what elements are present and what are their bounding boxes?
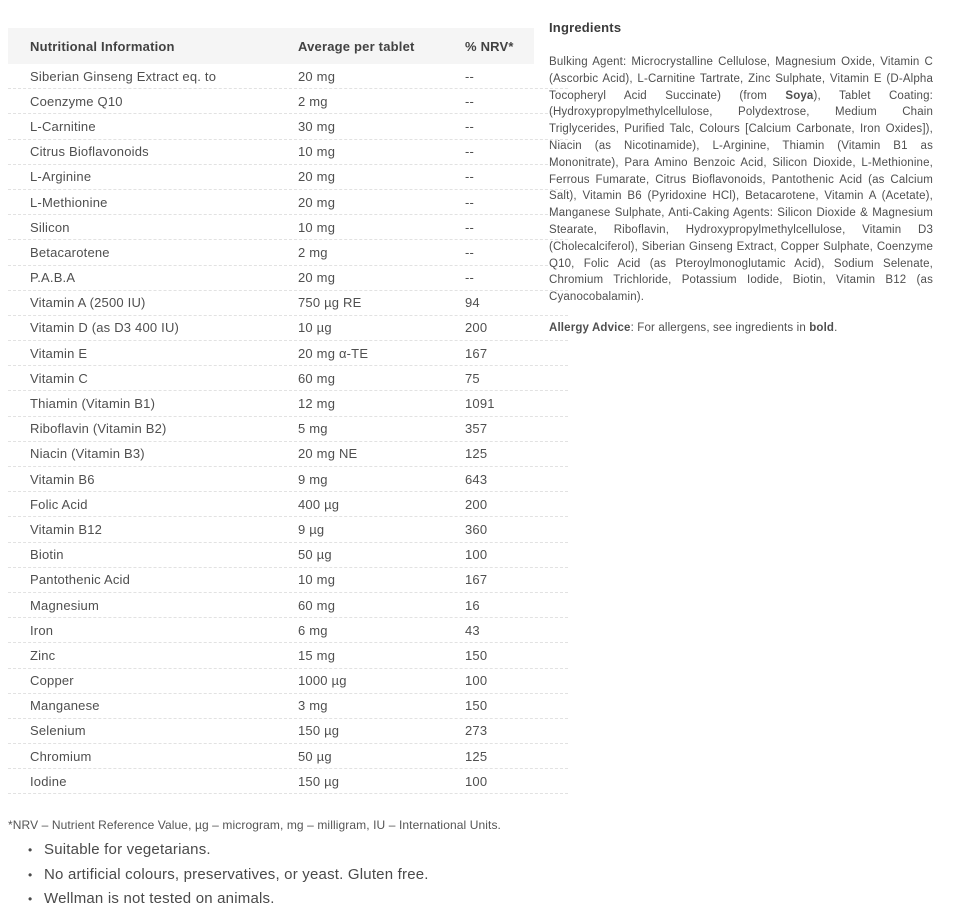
- nutrient-nrv: 16: [465, 597, 480, 613]
- nutrient-nrv: --: [465, 194, 475, 210]
- table-row: [8, 64, 568, 89]
- table-row: [8, 366, 568, 391]
- nutrient-amount: 20 mg: [298, 68, 336, 84]
- nutrient-nrv: 200: [465, 320, 488, 336]
- nutrient-nrv: --: [465, 118, 475, 134]
- nutrient-nrv: 643: [465, 471, 488, 487]
- nutrient-nrv: 167: [465, 572, 488, 588]
- bullet-icon: •: [28, 867, 33, 882]
- nutrient-nrv: --: [465, 169, 475, 185]
- nutrient-name: Iodine: [30, 773, 67, 789]
- ingredients-text-after-soya: ), Tablet Coating: (Hydroxypropylmethylcellulose, Polydextrose, Medium Chain Triglycerides, Purified Talc, Colours [Calcium Carbonate, Iron Oxides]), Niacin (as Nicotinamide), L-Arginine, Thiamin (Vitamin B1 as Mononitrate), Para Amino Benzoic Acid, Silicon Dioxide, L-Methionine, Ferrous Fumarate, Citrus Bioflavonoids, Pantothenic Acid (as Calcium Salt), Vitamin B6 (Pyridoxine HCl), Betacarotene, Vitamin A (Acetate), Manganese Sulphate, Anti-Caking Agents: Silicon Dioxide & Magnesium Stearate, Riboflavin, Hydroxypropylmethylcellulose, Vitamin D3 (Cholecalciferol), Siberian Ginseng Extract, Copper Sulphate, Coenzyme Q10, Folic Acid (as Pteroylmonoglutamic Acid), Sodium Selenate, Chromium Trichloride, Potassium Iodide, Biotin, Vitamin B12 (as Cyanocobalamin).: [549, 89, 933, 304]
- nutrient-name: Iron: [30, 622, 54, 638]
- nutrient-nrv: 200: [465, 496, 488, 512]
- nutrient-amount: 20 mg: [298, 194, 336, 210]
- table-body: [8, 64, 568, 794]
- nutrient-amount: 9 µg: [298, 521, 325, 537]
- nutrient-name: P.A.B.A: [30, 270, 76, 286]
- nutrient-nrv: --: [465, 244, 475, 260]
- table-row: [8, 266, 568, 291]
- header-average-per-tablet: Average per tablet: [298, 38, 415, 54]
- nutrient-name: Selenium: [30, 723, 86, 739]
- nutrient-name: Magnesium: [30, 597, 99, 613]
- table-row: [8, 140, 568, 165]
- nutrient-name: Pantothenic Acid: [30, 572, 131, 588]
- table-row: [8, 316, 568, 341]
- table-row: [8, 190, 568, 215]
- table-row: [8, 291, 568, 316]
- nutrient-amount: 10 mg: [298, 219, 336, 235]
- nutrient-nrv: 125: [465, 446, 488, 462]
- bullet-icon: •: [28, 892, 33, 906]
- nutrient-name: Citrus Bioflavonoids: [30, 144, 149, 160]
- nutrient-amount: 10 mg: [298, 144, 336, 160]
- nutrient-amount: 400 µg: [298, 496, 340, 512]
- nutrient-amount: 30 mg: [298, 118, 336, 134]
- table-row: [8, 417, 568, 442]
- table-row: [8, 165, 568, 190]
- table-row: [8, 694, 568, 719]
- nutrient-nrv: 167: [465, 345, 488, 361]
- ingredients-paragraph: [549, 54, 933, 306]
- nutrient-name: Vitamin B12: [30, 521, 103, 537]
- nutrient-name: Manganese: [30, 698, 100, 714]
- header-percent-nrv: % NRV*: [465, 38, 514, 54]
- table-row: [8, 391, 568, 416]
- allergy-advice-text: : For allergens, see ingredients in: [630, 321, 810, 334]
- table-row: [8, 89, 568, 114]
- table-row: [8, 240, 568, 265]
- nutrient-amount: 20 mg: [298, 270, 336, 286]
- nutrient-name: Vitamin D (as D3 400 IU): [30, 320, 180, 336]
- nutrient-nrv: 100: [465, 673, 488, 689]
- nutrient-name: L-Methionine: [30, 194, 108, 210]
- list-item: [8, 838, 568, 863]
- table-row: [8, 543, 568, 568]
- table-row: [8, 492, 568, 517]
- nutrient-amount: 750 µg RE: [298, 295, 362, 311]
- table-row: [8, 341, 568, 366]
- nutrient-name: Vitamin B6: [30, 471, 95, 487]
- table-row: [8, 442, 568, 467]
- list-item-text: Wellman is not tested on animals.: [44, 890, 275, 907]
- nutrient-nrv: 75: [465, 370, 480, 386]
- nutrient-nrv: --: [465, 93, 475, 109]
- nutrient-nrv: 100: [465, 773, 488, 789]
- nutrient-amount: 3 mg: [298, 698, 328, 714]
- nutrient-name: Betacarotene: [30, 244, 110, 260]
- list-item-text: No artificial colours, preservatives, or yeast. Gluten free.: [44, 865, 429, 883]
- nutrient-amount: 60 mg: [298, 597, 336, 613]
- nutrient-amount: 50 µg: [298, 748, 332, 764]
- nutrient-amount: 15 mg: [298, 647, 336, 663]
- table-row: [8, 593, 568, 618]
- nutrient-name: Silicon: [30, 219, 70, 235]
- nutrient-nrv: 150: [465, 698, 488, 714]
- nutrient-amount: 5 mg: [298, 421, 328, 437]
- nutrient-nrv: 94: [465, 295, 480, 311]
- allergy-advice-label: Allergy Advice: [549, 321, 631, 334]
- nutrient-amount: 10 µg: [298, 320, 332, 336]
- nutrient-name: Biotin: [30, 547, 64, 563]
- nutrient-amount: 60 mg: [298, 370, 336, 386]
- table-row: [8, 517, 568, 542]
- nutrient-name: Zinc: [30, 647, 56, 663]
- nutrient-name: Copper: [30, 673, 74, 689]
- header-nutritional-information: Nutritional Information: [30, 38, 175, 54]
- nutrient-name: L-Arginine: [30, 169, 92, 185]
- nutrient-amount: 2 mg: [298, 244, 328, 260]
- nutrient-amount: 12 mg: [298, 396, 336, 412]
- nutrient-amount: 10 mg: [298, 572, 336, 588]
- bullet-icon: •: [28, 843, 33, 857]
- nutrient-name: Vitamin A (2500 IU): [30, 295, 146, 311]
- nutrient-amount: 9 mg: [298, 471, 328, 487]
- nutrient-nrv: 43: [465, 622, 480, 638]
- allergy-advice-period: .: [834, 321, 838, 334]
- ingredients-section: [549, 20, 933, 337]
- nutrient-amount: 1000 µg: [298, 673, 347, 689]
- nutrient-nrv: --: [465, 219, 475, 235]
- nutrient-nrv: 360: [465, 521, 488, 537]
- nutrient-name: Siberian Ginseng Extract eq. to: [30, 68, 217, 84]
- nutrient-name: Riboflavin (Vitamin B2): [30, 421, 167, 437]
- list-item-text: Suitable for vegetarians.: [44, 841, 211, 858]
- nutrition-table: [8, 28, 568, 794]
- product-claims-list: [8, 838, 568, 912]
- nutrient-amount: 6 mg: [298, 622, 328, 638]
- nutrient-name: Thiamin (Vitamin B1): [30, 396, 156, 412]
- allergy-advice-bold-word: bold: [809, 321, 835, 334]
- nutrient-name: Vitamin E: [30, 345, 88, 361]
- nutrient-name: Folic Acid: [30, 496, 88, 512]
- nutrient-nrv: 150: [465, 647, 488, 663]
- nutrient-nrv: --: [465, 68, 475, 84]
- ingredients-text-before-soya: Bulking Agent: Microcrystalline Cellulose, Magnesium Oxide, Vitamin C (Ascorbic Acid), L-Carnitine Tartrate, Zinc Sulphate, Vitamin E (D-Alpha Tocopheryl Acid Succinate) (from: [549, 56, 933, 102]
- table-row: [8, 215, 568, 240]
- ingredients-title: Ingredients: [549, 20, 622, 35]
- nutrient-amount: 150 µg: [298, 723, 340, 739]
- table-header-row: [8, 28, 534, 64]
- list-item: [8, 887, 568, 912]
- nutrient-nrv: 100: [465, 547, 488, 563]
- table-row: [8, 669, 568, 694]
- nrv-footnote: *NRV – Nutrient Reference Value, µg – microgram, mg – milligram, IU – International Units.: [8, 818, 501, 832]
- nutrient-amount: 2 mg: [298, 93, 328, 109]
- nutrient-amount: 20 mg NE: [298, 446, 358, 462]
- list-item: [8, 863, 568, 888]
- nutrient-amount: 50 µg: [298, 547, 332, 563]
- nutrient-nrv: --: [465, 270, 475, 286]
- nutrient-amount: 150 µg: [298, 773, 340, 789]
- nutrient-nrv: 273: [465, 723, 488, 739]
- nutrient-name: Vitamin C: [30, 370, 88, 386]
- nutrient-nrv: 1091: [465, 396, 495, 412]
- nutrient-name: L-Carnitine: [30, 118, 96, 134]
- nutrient-nrv: 357: [465, 421, 488, 437]
- table-row: [8, 643, 568, 668]
- table-row: [8, 618, 568, 643]
- nutrient-amount: 20 mg: [298, 169, 336, 185]
- nutrient-name: Chromium: [30, 748, 92, 764]
- nutrient-name: Niacin (Vitamin B3): [30, 446, 145, 462]
- ingredients-soya-bold: Soya: [785, 89, 814, 102]
- table-row: [8, 719, 568, 744]
- table-row: [8, 744, 568, 769]
- table-row: [8, 568, 568, 593]
- table-row: [8, 769, 568, 794]
- allergy-advice: [549, 320, 933, 337]
- nutrient-nrv: --: [465, 144, 475, 160]
- table-row: [8, 467, 568, 492]
- table-row: [8, 114, 568, 139]
- nutrient-nrv: 125: [465, 748, 488, 764]
- nutrient-name: Coenzyme Q10: [30, 93, 123, 109]
- nutrient-amount: 20 mg α-TE: [298, 345, 369, 361]
